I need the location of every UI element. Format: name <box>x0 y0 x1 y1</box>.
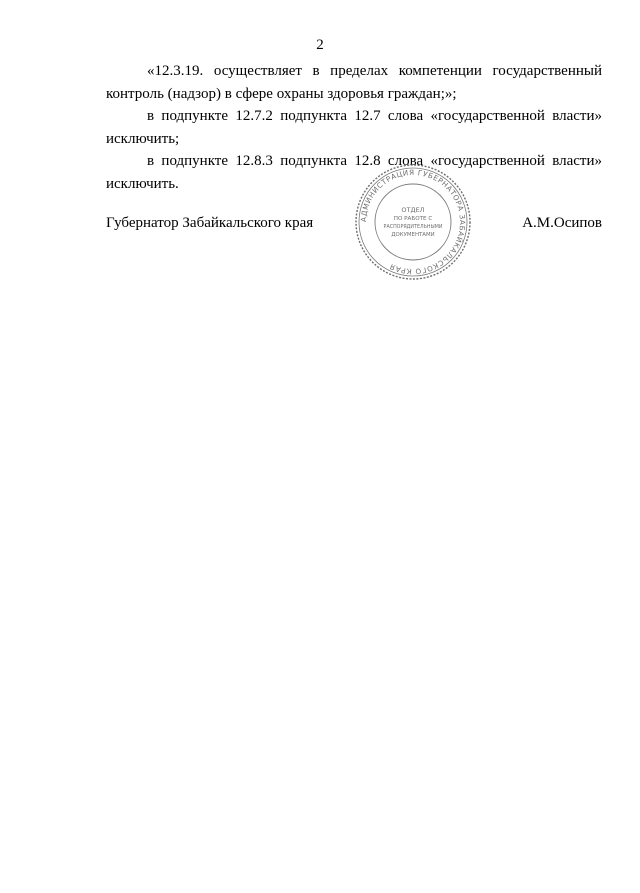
paragraph-12-7-2: в подпункте 12.7.2 подпункта 12.7 слова «государственной власти» исключить; <box>106 108 602 147</box>
seal-center-line-4: ДОКУМЕНТАМИ <box>391 232 435 238</box>
seal-center-line-1: ОТДЕЛ <box>401 206 425 214</box>
paragraph-12-3-19: «12.3.19. осуществляет в пределах компетенции государственный контроль (надзор) в сфере охраны здоровья граждан;»; <box>106 63 602 102</box>
official-seal-stamp <box>353 162 473 282</box>
seal-ring-text: АДМИНИСТРАЦИЯ ГУБЕРНАТОРА ЗАБАЙКАЛЬСКОГО КРАЯ <box>358 167 468 277</box>
seal-icon <box>353 162 473 282</box>
page-number: 2 <box>316 37 324 53</box>
seal-center-line-3: РАСПОРЯДИТЕЛЬНЫМИ <box>383 225 443 230</box>
seal-center-line-2: ПО РАБОТЕ С <box>393 216 433 222</box>
signatory-name: А.М.Осипов <box>522 215 602 231</box>
signatory-position: Губернатор Забайкальского края <box>106 215 314 231</box>
paragraph-12-8-3: в подпункте 12.8.3 подпункта 12.8 слова «государственной власти» исключить. <box>106 153 602 192</box>
